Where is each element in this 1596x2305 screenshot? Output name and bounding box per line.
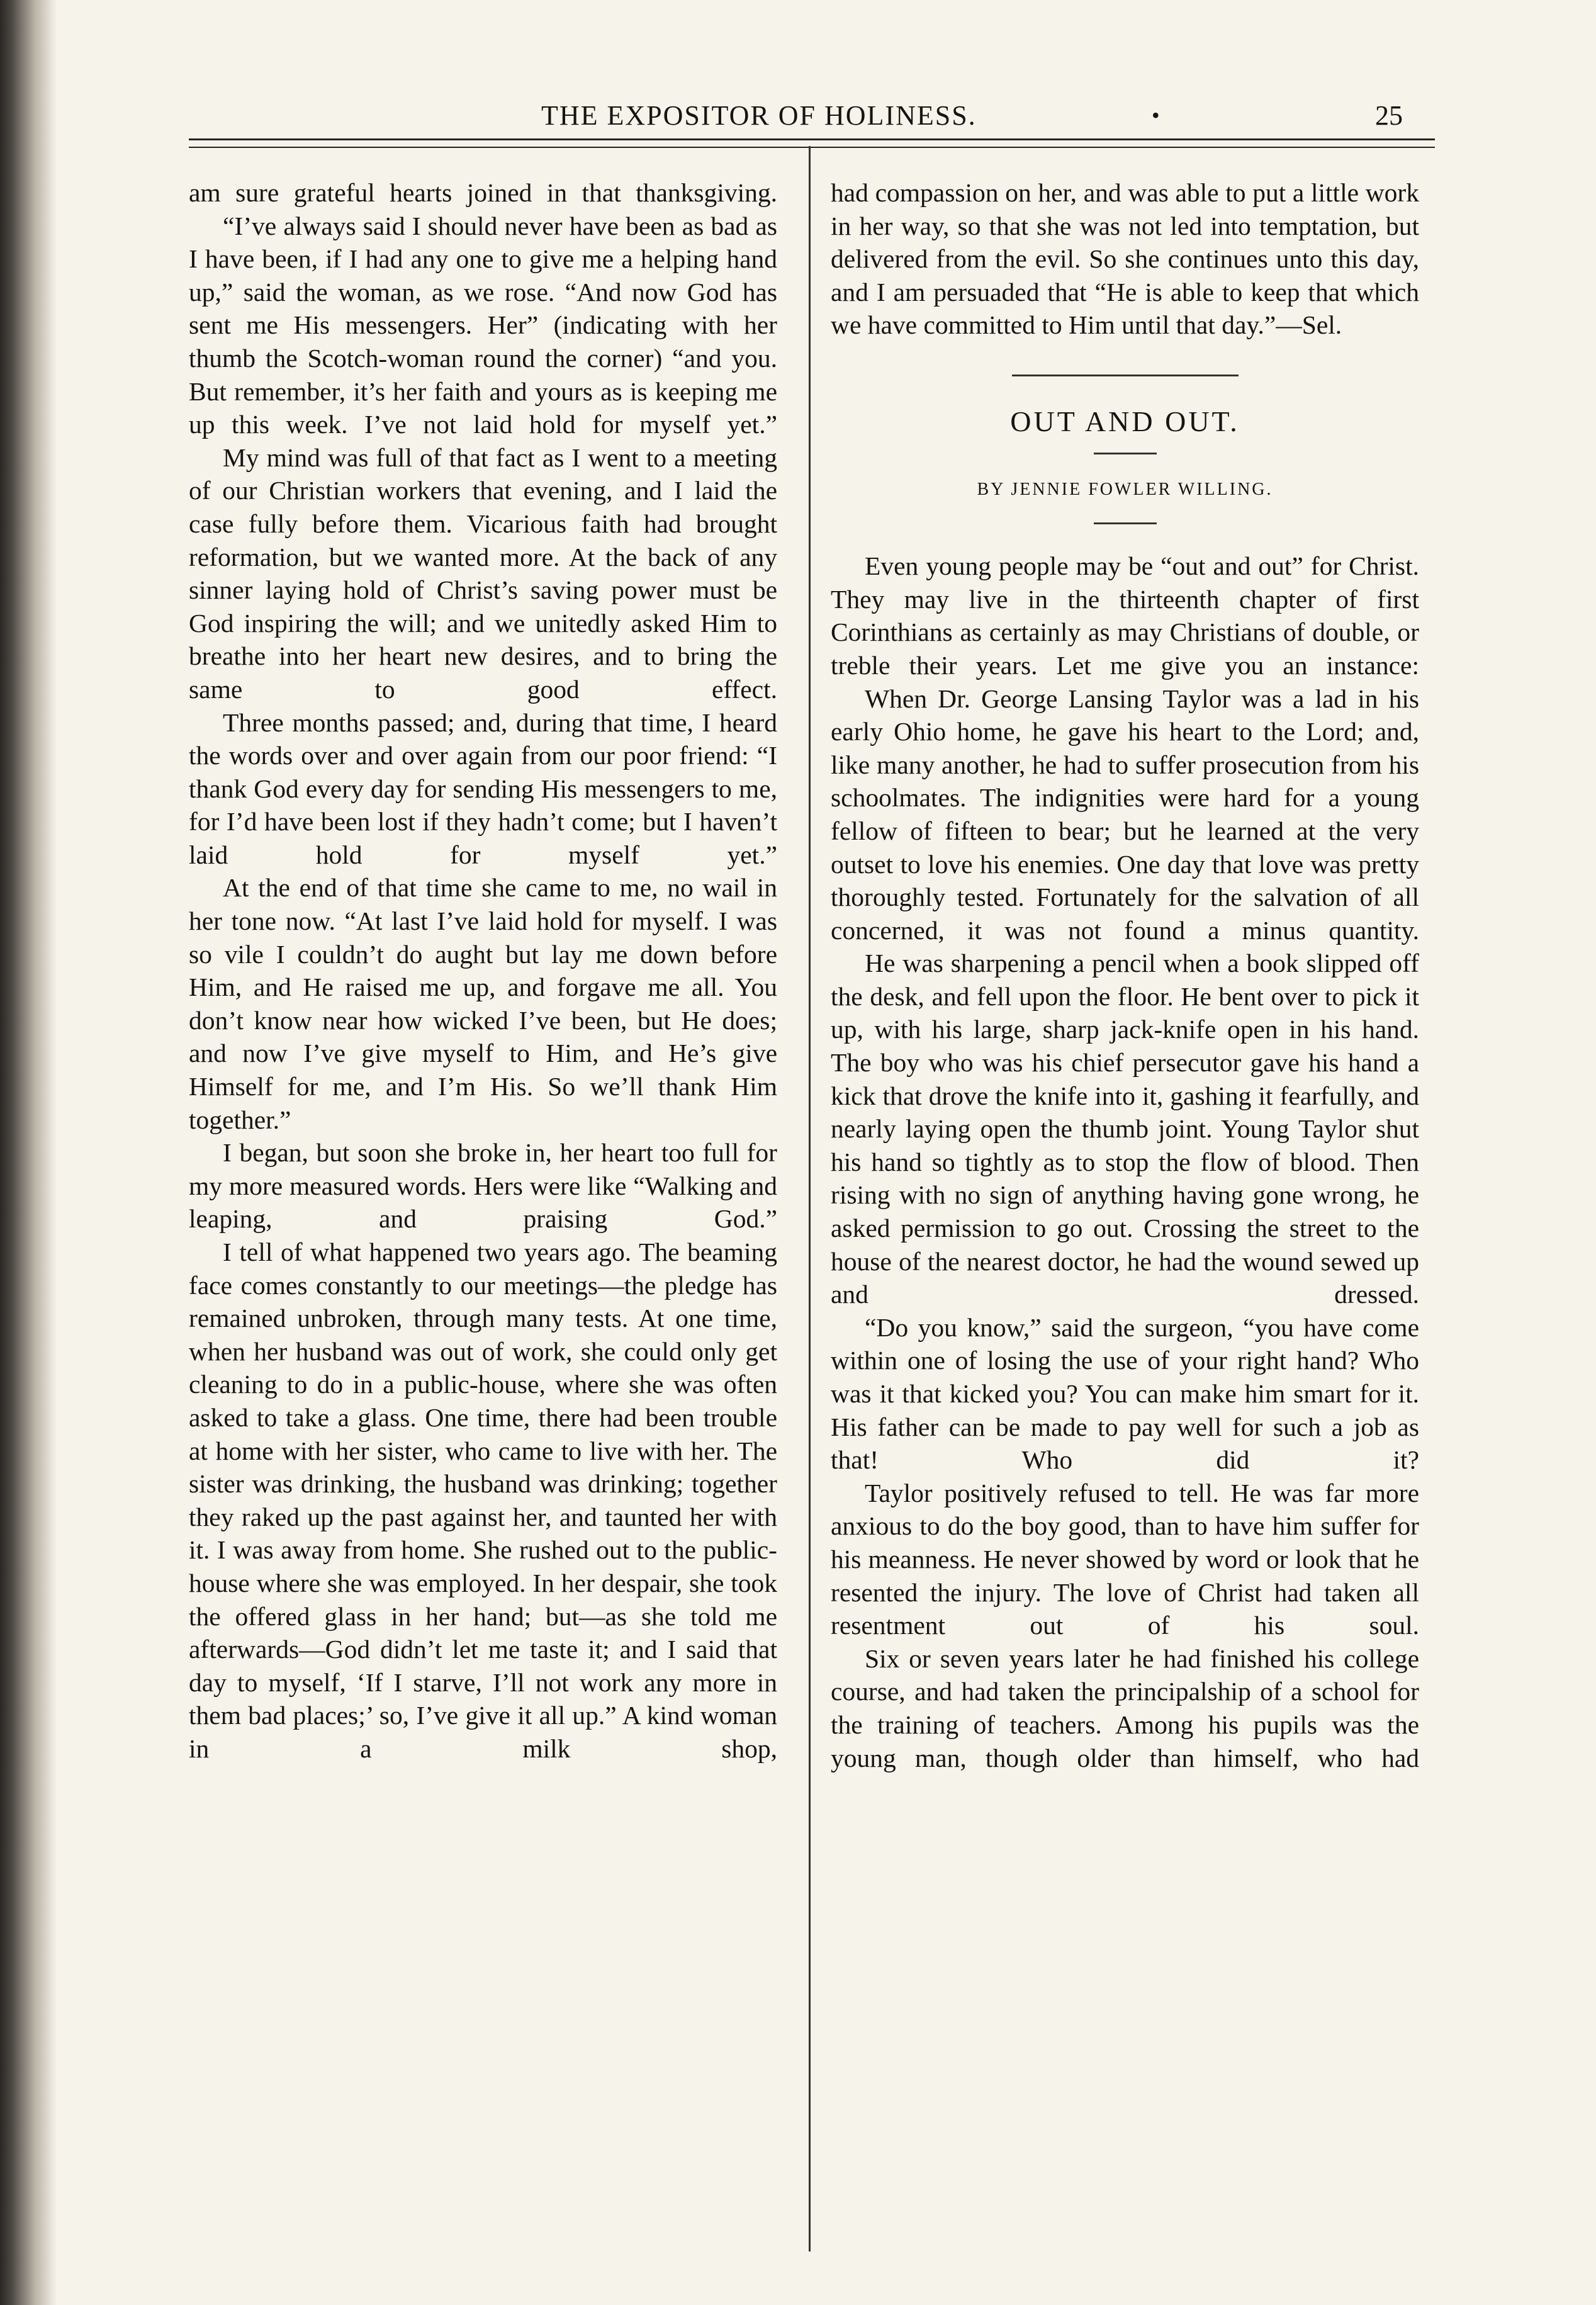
- paragraph: had compassion on her, and was able to put a little work in her way, so that she was not led into temptation, but delivered from the evil. So she continues unto this day, and I am persuaded that “He is able to keep that which we have committed to Him until that day.”—Sel.: [831, 178, 1419, 340]
- publication-title: THE EXPOSITOR OF HOLINESS.: [541, 100, 977, 131]
- paragraph: I tell of what happened two years ago. The beaming face comes constantly to our meetings—the pledge has remained unbroken, through many tests. At one time, when her husband was out of work, she could only get cleaning to do in a public-house, where she was often asked to take a glass. One time, there had been trouble at home with her sister, who came to live with her. The sister was drinking, the husband was drinking; together they raked up the past against her, and taunted her with it. I was away from home. She rushed out to the public-house where she was employed. In her despair, she took the offered glass in her hand; but—as she told me afterwards—God didn’t let me taste it; and I said that day to myself, ‘If I starve, I’ll not work any more in them bad places;’ so, I’ve give it all up.” A kind woman in a milk shop,: [189, 1237, 777, 1763]
- article-title: OUT AND OUT.: [1010, 405, 1240, 437]
- section-divider: [1012, 375, 1239, 376]
- left-column: [189, 176, 777, 1766]
- paragraph: Taylor positively refused to tell. He was far more anxious to do the boy good, than to have him suffer for his meanness. He never showed by word or look that he resented the injury. The love of Christ had taken all resentment out of his soul.: [831, 1478, 1419, 1640]
- paragraph: “I’ve always said I should never have been as bad as I have been, if I had any one to give me a helping hand up,” said the woman, as we rose. “And now God has sent me His messengers. Her” (indicating with her thumb the Scotch-woman round the corner) “and you. But remember, it’s her faith and yours as is keeping me up this week. I’ve not laid hold for myself yet.”: [189, 211, 777, 439]
- header-double-rule: [189, 138, 1435, 148]
- right-column: [831, 176, 1419, 1774]
- magazine-page: [189, 82, 1435, 2260]
- running-header: [189, 99, 1435, 162]
- column-divider: [809, 146, 811, 2251]
- paragraph: Six or seven years later he had finished his college course, and had taken the principalship of a school for the training of teachers. Among his pupils was the young man, though older than himself, who had: [831, 1643, 1419, 1772]
- paragraph: I began, but soon she broke in, her heart too full for my more measured words. Hers were like “Walking and leaping, and praising God.”: [189, 1138, 777, 1234]
- paragraph: “Do you know,” said the surgeon, “you have come within one of losing the use of your right hand? Who was it that kicked you? You can make him smart for it. His father can be made to pay well for such a job as that! Who did it?: [831, 1312, 1419, 1475]
- byline: BY JENNIE FOWLER WILLING.: [977, 479, 1273, 499]
- title-rule: [1094, 453, 1157, 454]
- byline-rule: [1094, 522, 1157, 524]
- page-scan-edge: [0, 0, 57, 2305]
- page-number: 25: [1375, 100, 1403, 131]
- ink-mark: •: [1152, 103, 1160, 128]
- paragraph: He was sharpening a pencil when a book slipped off the desk, and fell upon the floor. He bent over to pick it up, with his large, sharp jack-knife open in his hand. The boy who was his chief persecutor gave his hand a kick that drove the knife into it, gashing it fearfully, and nearly laying open the thumb joint. Young Taylor shut his hand so tightly as to stop the flow of blood. Then rising with no sign of anything having gone wrong, he asked permission to go out. Crossing the street to the house of the nearest doctor, he had the wound sewed up and dressed.: [831, 949, 1419, 1309]
- paragraph: At the end of that time she came to me, no wail in her tone now. “At last I’ve laid hold for myself. I was so vile I couldn’t do aught but lay me down before Him, and He raised me up, and forgave me all. You don’t know near how wicked I’ve been, but He does; and now I’ve give myself to Him, and He’s give Himself for me, and I’m His. So we’ll thank Him together.”: [189, 873, 777, 1134]
- paragraph: am sure grateful hearts joined in that thanksgiving.: [189, 178, 777, 207]
- paragraph: Three months passed; and, during that time, I heard the words over and over again from our poor friend: “I thank God every day for sending His messengers to me, for I’d have been lost if they hadn’t come; but I haven’t laid hold for myself yet.”: [189, 707, 777, 869]
- paragraph: My mind was full of that fact as I went to a meeting of our Christian workers that evening, and I laid the case fully before them. Vicarious faith had brought reformation, but we wanted more. At the back of any sinner laying hold of Christ’s saving power must be God inspiring the will; and we unitedly asked Him to breathe into her heart new desires, and to bring the same to good effect.: [189, 442, 777, 704]
- paragraph: Even young people may be “out and out” for Christ. They may live in the thirteenth chapter of first Corinthians as certainly as may Christians of double, or treble their years. Let me give you an instance:: [831, 551, 1419, 680]
- paragraph: When Dr. George Lansing Taylor was a lad in his early Ohio home, he gave his heart to the Lord; and, like many another, he had to suffer prosecution from his schoolmates. The indignities were hard for a young fellow of fifteen to bear; but he learned at the very outset to love his enemies. One day that love was pretty thoroughly tested. Fortunately for the salvation of all concerned, it was not found a minus quantity.: [831, 684, 1419, 945]
